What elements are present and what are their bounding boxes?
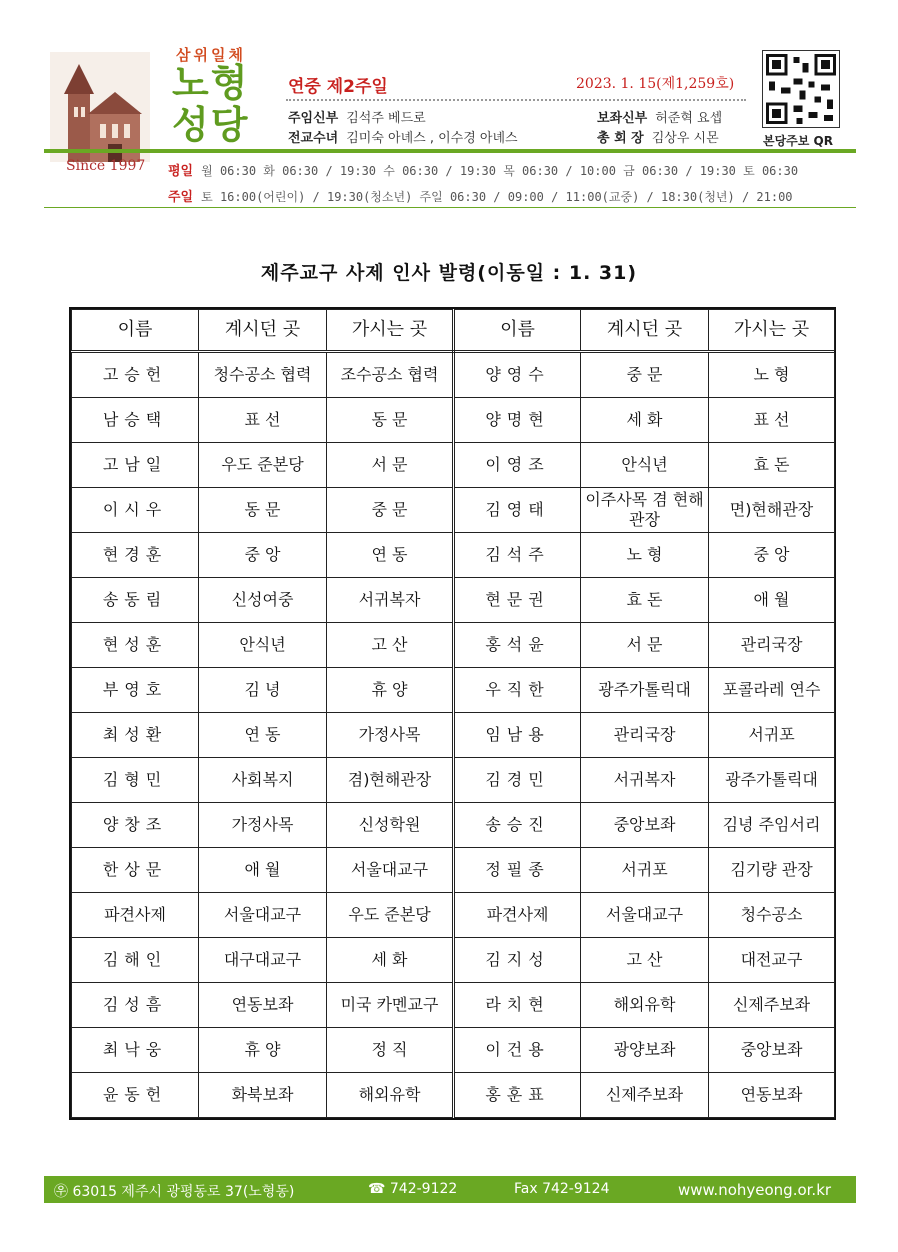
previous-post-cell: 신성여중 [199,578,327,623]
new-post-cell: 동 문 [327,398,454,443]
priest-name-cell: 현문권 [454,578,581,623]
priest-name-cell: 이시우 [72,488,199,533]
priest-name-cell: 고남일 [72,443,199,488]
table-row [72,398,835,443]
priest-name-cell: 송승진 [454,803,581,848]
weekday-mass-times: 평일 월 06:30 화 06:30 / 19:30 수 06:30 / 19:30 목 06:30 / 10:00 금 06:30 / 19:30 토 06:30 [168,164,799,179]
brand-subtitle: 삼위일체 [176,46,246,64]
new-post-cell: 김녕 주임서리 [709,803,835,848]
previous-post-cell: 서울대교구 [581,893,709,938]
new-post-cell: 중 문 [327,488,454,533]
new-post-cell: 연동보좌 [709,1073,835,1118]
previous-post-cell: 광주가톨릭대 [581,668,709,713]
staff-sisters: 전교수녀 김미숙 아녜스 , 이수경 아녜스 [288,131,518,146]
priest-name-cell: 김지성 [454,938,581,983]
new-post-cell: 신제주보좌 [709,983,835,1028]
priest-name-cell: 한상문 [72,848,199,893]
new-post-cell: 세 화 [327,938,454,983]
priest-name-cell: 고승헌 [72,352,199,398]
priest-name-cell: 김해인 [72,938,199,983]
church-building-icon [50,52,150,162]
priest-name-cell: 이건용 [454,1028,581,1073]
previous-post-cell: 청수공소 협력 [199,352,327,398]
table-row [72,803,835,848]
new-post-cell: 표 선 [709,398,835,443]
previous-post-cell: 화북보좌 [199,1073,327,1118]
table-row [72,533,835,578]
brand-name-line2: 성당 [172,103,250,147]
previous-post-cell: 서귀복자 [581,758,709,803]
previous-post-cell: 중 앙 [199,533,327,578]
column-header: 가시는 곳 [327,310,454,352]
appointment-table [69,307,836,1120]
priest-name-cell: 부영호 [72,668,199,713]
new-post-cell: 조수공소 협력 [327,352,454,398]
schedule-divider [44,207,856,208]
priest-name-cell: 최성환 [72,713,199,758]
new-post-cell: 중 앙 [709,533,835,578]
table-row [72,848,835,893]
previous-post-cell: 우도 준본당 [199,443,327,488]
previous-post-cell: 서 문 [581,623,709,668]
staff-pastor: 주임신부 김석주 베드로 [288,111,426,126]
column-header: 이름 [454,310,581,352]
priest-name-cell: 파견사제 [72,893,199,938]
previous-post-cell: 동 문 [199,488,327,533]
previous-post-cell: 고 산 [581,938,709,983]
new-post-cell: 미국 카멘교구 [327,983,454,1028]
sunday-mass-times: 주일 토 16:00(어린이) / 19:30(청소년) 주일 06:30 / 09:00 / 11:00(교중) / 18:30(청년) / 21:00 [168,190,793,205]
previous-post-cell: 해외유학 [581,983,709,1028]
table-header-row [72,310,835,352]
issue-date: 2023. 1. 15(제1,259호) [576,76,735,92]
previous-post-cell: 연 동 [199,713,327,758]
new-post-cell: 관리국장 [709,623,835,668]
previous-post-cell: 신제주보좌 [581,1073,709,1118]
priest-name-cell: 양명현 [454,398,581,443]
new-post-cell: 면)현해관장 [709,488,835,533]
previous-post-cell: 사회복지 [199,758,327,803]
footer-phone: ☎ 742-9122 [368,1181,458,1197]
new-post-cell: 대전교구 [709,938,835,983]
table-row [72,488,835,533]
since-label: Since 1997 [66,158,146,174]
footer-address: ㉾ 63015 제주시 광평동로 37(노형동) [54,1184,295,1200]
table-row [72,1073,835,1118]
footer-fax: Fax 742-9124 [514,1181,610,1197]
table-row [72,352,835,398]
staff-assistant: 보좌신부 허준혁 요셉 [597,111,723,126]
new-post-cell: 서울대교구 [327,848,454,893]
column-header: 계시던 곳 [581,310,709,352]
previous-post-cell: 서울대교구 [199,893,327,938]
previous-post-cell: 노 형 [581,533,709,578]
priest-name-cell: 김영태 [454,488,581,533]
new-post-cell: 광주가톨릭대 [709,758,835,803]
previous-post-cell: 휴 양 [199,1028,327,1073]
previous-post-cell: 가정사목 [199,803,327,848]
priest-name-cell: 홍석윤 [454,623,581,668]
new-post-cell: 정 직 [327,1028,454,1073]
table-row [72,758,835,803]
previous-post-cell: 관리국장 [581,713,709,758]
previous-post-cell: 김 녕 [199,668,327,713]
previous-post-cell: 대구대교구 [199,938,327,983]
priest-name-cell: 정필종 [454,848,581,893]
footer-bar [44,1176,856,1203]
new-post-cell: 우도 준본당 [327,893,454,938]
new-post-cell: 해외유학 [327,1073,454,1118]
previous-post-cell: 이주사목 겸 현해관장 [581,488,709,533]
week-title: 연중 제2주일 [288,77,388,97]
previous-post-cell: 표 선 [199,398,327,443]
table-row [72,578,835,623]
footer-website[interactable]: www.nohyeong.or.kr [678,1181,832,1199]
dotted-divider [286,99,746,101]
priest-name-cell: 윤동헌 [72,1073,199,1118]
previous-post-cell: 안식년 [581,443,709,488]
priest-name-cell: 양영수 [454,352,581,398]
staff-president: 총 회 장 김상우 시몬 [597,131,719,146]
previous-post-cell: 중 문 [581,352,709,398]
priest-name-cell: 현경훈 [72,533,199,578]
previous-post-cell: 연동보좌 [199,983,327,1028]
priest-name-cell: 현성훈 [72,623,199,668]
previous-post-cell: 중앙보좌 [581,803,709,848]
header-divider [44,149,856,153]
priest-name-cell: 남승택 [72,398,199,443]
new-post-cell: 겸)현해관장 [327,758,454,803]
priest-name-cell: 김성흠 [72,983,199,1028]
qr-code-icon[interactable] [762,50,840,128]
priest-name-cell: 우직한 [454,668,581,713]
new-post-cell: 애 월 [709,578,835,623]
new-post-cell: 효 돈 [709,443,835,488]
column-header: 계시던 곳 [199,310,327,352]
new-post-cell: 고 산 [327,623,454,668]
previous-post-cell: 안식년 [199,623,327,668]
table-row [72,713,835,758]
table-row [72,893,835,938]
new-post-cell: 서귀포 [709,713,835,758]
new-post-cell: 중앙보좌 [709,1028,835,1073]
qr-label: 본당주보 QR [763,134,833,148]
table-row [72,1028,835,1073]
priest-name-cell: 라치현 [454,983,581,1028]
new-post-cell: 노 형 [709,352,835,398]
priest-name-cell: 최낙웅 [72,1028,199,1073]
table-row [72,938,835,983]
previous-post-cell: 애 월 [199,848,327,893]
table-row [72,443,835,488]
priest-name-cell: 홍훈표 [454,1073,581,1118]
table-row [72,668,835,713]
new-post-cell: 포콜라레 연수 [709,668,835,713]
priest-name-cell: 파견사제 [454,893,581,938]
priest-name-cell: 김형민 [72,758,199,803]
new-post-cell: 연 동 [327,533,454,578]
document-title: 제주교구 사제 인사 발령(이동일 : 1. 31) [260,262,638,284]
priest-name-cell: 양창조 [72,803,199,848]
table-row [72,983,835,1028]
priest-name-cell: 김석주 [454,533,581,578]
priest-name-cell: 김경민 [454,758,581,803]
brand-name-line1: 노형 [172,61,250,105]
column-header: 가시는 곳 [709,310,835,352]
new-post-cell: 신성학원 [327,803,454,848]
new-post-cell: 서귀복자 [327,578,454,623]
column-header: 이름 [72,310,199,352]
table-row [72,623,835,668]
priest-name-cell: 송동림 [72,578,199,623]
previous-post-cell: 광양보좌 [581,1028,709,1073]
new-post-cell: 휴 양 [327,668,454,713]
previous-post-cell: 효 돈 [581,578,709,623]
new-post-cell: 김기량 관장 [709,848,835,893]
previous-post-cell: 서귀포 [581,848,709,893]
new-post-cell: 가정사목 [327,713,454,758]
new-post-cell: 청수공소 [709,893,835,938]
previous-post-cell: 세 화 [581,398,709,443]
priest-name-cell: 이영조 [454,443,581,488]
new-post-cell: 서 문 [327,443,454,488]
priest-name-cell: 임남용 [454,713,581,758]
